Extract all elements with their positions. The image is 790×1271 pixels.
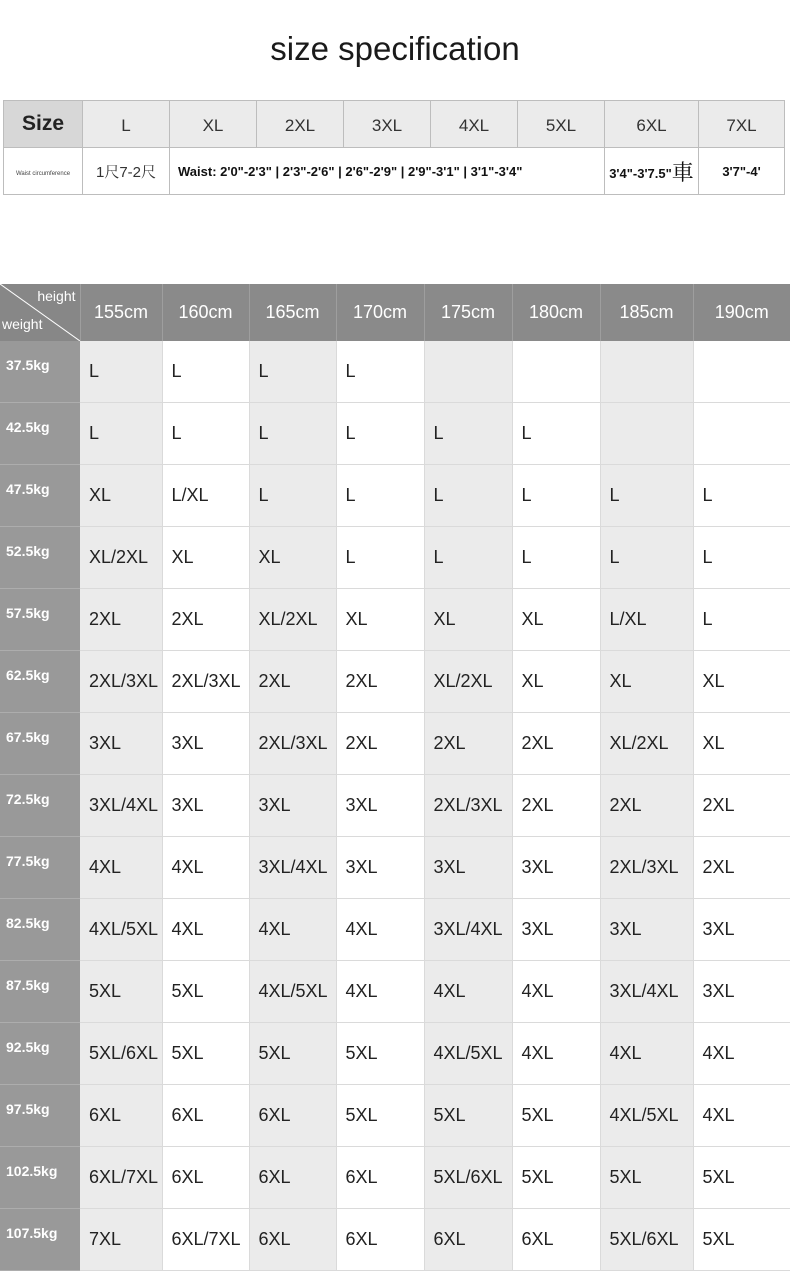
weight-label: 47.5kg [0, 465, 80, 527]
size-recommendation-cell: XL [600, 651, 693, 713]
size-recommendation-cell: 3XL [162, 775, 249, 837]
size-recommendation-cell: 5XL [512, 1147, 600, 1209]
size-recommendation-cell: 6XL [249, 1209, 336, 1271]
size-recommendation-cell: 6XL [336, 1209, 424, 1271]
size-recommendation-cell: L [424, 527, 512, 589]
size-cell: 4XL [431, 101, 518, 148]
size-recommendation-cell: XL [512, 651, 600, 713]
size-recommendation-cell: 3XL [600, 899, 693, 961]
size-recommendation-cell: L [600, 527, 693, 589]
size-row [4, 101, 785, 148]
height-header: 190cm [693, 284, 790, 341]
size-recommendation-cell: 5XL [162, 1023, 249, 1085]
size-recommendation-cell: 2XL [600, 775, 693, 837]
size-recommendation-cell: 2XL [512, 775, 600, 837]
size-recommendation-cell: 5XL [512, 1085, 600, 1147]
size-recommendation-cell: 5XL [336, 1085, 424, 1147]
size-recommendation-cell: 2XL/3XL [424, 775, 512, 837]
size-recommendation-cell: 4XL [336, 961, 424, 1023]
page-title: size specification [270, 30, 520, 67]
size-cell: 5XL [518, 101, 605, 148]
size-recommendation-cell: XL [512, 589, 600, 651]
corner-weight-label: weight [2, 316, 43, 332]
car-glyph: 車 [671, 159, 694, 185]
waist-label: Waist circumference [15, 171, 71, 177]
height-header: 180cm [512, 284, 600, 341]
size-recommendation-cell: L [512, 465, 600, 527]
size-recommendation-cell: 6XL [424, 1209, 512, 1271]
table-row [0, 589, 790, 651]
size-recommendation-cell: 4XL/5XL [600, 1085, 693, 1147]
size-recommendation-cell: 6XL [162, 1147, 249, 1209]
waist-cell-6xl [605, 148, 699, 195]
size-recommendation-cell: 3XL/4XL [80, 775, 162, 837]
size-recommendation-cell: 5XL [693, 1209, 790, 1271]
height-header: 160cm [162, 284, 249, 341]
size-recommendation-cell: L [512, 403, 600, 465]
size-recommendation-cell: 5XL [693, 1147, 790, 1209]
weight-label: 92.5kg [0, 1023, 80, 1085]
size-recommendation-cell: 3XL [336, 837, 424, 899]
weight-label: 67.5kg [0, 713, 80, 775]
waist-cell-l [83, 148, 170, 195]
size-recommendation-cell: 3XL/4XL [600, 961, 693, 1023]
size-recommendation-cell: XL/2XL [600, 713, 693, 775]
size-recommendation-cell: 6XL/7XL [80, 1147, 162, 1209]
size-recommendation-cell: 5XL/6XL [80, 1023, 162, 1085]
size-recommendation-cell: 3XL [512, 837, 600, 899]
size-recommendation-cell [600, 341, 693, 403]
size-recommendation-cell: XL [693, 651, 790, 713]
size-recommendation-cell: 5XL [249, 1023, 336, 1085]
size-cell: 2XL [257, 101, 344, 148]
size-recommendation-cell: L [424, 465, 512, 527]
weight-label: 102.5kg [0, 1147, 80, 1209]
size-recommendation-cell: L [162, 403, 249, 465]
size-recommendation-cell: 2XL [693, 837, 790, 899]
size-recommendation-cell: 3XL/4XL [424, 899, 512, 961]
size-recommendation-cell: XL [249, 527, 336, 589]
waist-value-l: 1尺7-2尺 [95, 163, 157, 181]
size-recommendation-cell: 5XL [424, 1085, 512, 1147]
size-recommendation-cell: 5XL [162, 961, 249, 1023]
size-recommendation-cell: L [249, 465, 336, 527]
size-recommendation-cell [600, 403, 693, 465]
size-recommendation-cell [512, 341, 600, 403]
size-recommendation-cell: L [336, 403, 424, 465]
size-recommendation-cell: 6XL [162, 1085, 249, 1147]
size-recommendation-cell: 2XL/3XL [80, 651, 162, 713]
height-header: 155cm [80, 284, 162, 341]
weight-label: 77.5kg [0, 837, 80, 899]
table-row [0, 837, 790, 899]
weight-label: 97.5kg [0, 1085, 80, 1147]
size-recommendation-cell: L [336, 527, 424, 589]
weight-label: 82.5kg [0, 899, 80, 961]
size-recommendation-cell: 4XL/5XL [80, 899, 162, 961]
weight-label: 62.5kg [0, 651, 80, 713]
size-recommendation-cell: XL [693, 713, 790, 775]
height-header: 170cm [336, 284, 424, 341]
size-recommendation-cell: L [80, 341, 162, 403]
size-cell: 6XL [605, 101, 699, 148]
size-recommendation-cell: 3XL [80, 713, 162, 775]
size-recommendation-cell: L [693, 527, 790, 589]
size-recommendation-cell: 2XL [424, 713, 512, 775]
size-recommendation-cell: 3XL [512, 899, 600, 961]
size-recommendation-cell: L [336, 465, 424, 527]
size-recommendation-cell: 3XL [336, 775, 424, 837]
size-recommendation-cell: 3XL [249, 775, 336, 837]
size-recommendation-cell: 2XL/3XL [162, 651, 249, 713]
size-recommendation-cell: 5XL [336, 1023, 424, 1085]
size-recommendation-cell: 6XL [512, 1209, 600, 1271]
size-recommendation-cell: 4XL [336, 899, 424, 961]
waist-values-cell: Waist: 2'0"-2'3" | 2'3"-2'6" | 2'6"-2'9" | 2'9"-3'1" | 3'1"-3'4" [170, 148, 605, 195]
size-waist-table [3, 100, 785, 195]
size-recommendation-cell [693, 341, 790, 403]
size-recommendation-cell: 5XL/6XL [424, 1147, 512, 1209]
size-recommendation-cell: 4XL/5XL [249, 961, 336, 1023]
size-recommendation-cell: 4XL [80, 837, 162, 899]
size-recommendation-cell: 7XL [80, 1209, 162, 1271]
corner-height-label: height [37, 288, 76, 304]
table-row [0, 1023, 790, 1085]
size-recommendation-cell: 3XL [424, 837, 512, 899]
size-recommendation-cell: 2XL [693, 775, 790, 837]
size-recommendation-cell: L [693, 465, 790, 527]
table-row [0, 713, 790, 775]
weight-label: 52.5kg [0, 527, 80, 589]
table-row [0, 1209, 790, 1271]
weight-label: 107.5kg [0, 1209, 80, 1271]
weight-label: 87.5kg [0, 961, 80, 1023]
table-row [0, 651, 790, 713]
size-recommendation-cell: XL/2XL [424, 651, 512, 713]
size-recommendation-cell: 3XL [693, 961, 790, 1023]
size-recommendation-cell: L [424, 403, 512, 465]
size-recommendation-cell: 2XL [512, 713, 600, 775]
size-cell: 7XL [699, 101, 785, 148]
table-row [0, 465, 790, 527]
size-recommendation-cell [693, 403, 790, 465]
size-recommendation-cell: L [162, 341, 249, 403]
size-recommendation-cell: 6XL [249, 1147, 336, 1209]
waist-value-6xl: 3'4"-3'7.5" [609, 165, 672, 181]
size-recommendation-cell: 4XL [162, 899, 249, 961]
size-recommendation-cell: L/XL [600, 589, 693, 651]
size-recommendation-cell: 5XL/6XL [600, 1209, 693, 1271]
size-recommendation-cell: 2XL [336, 713, 424, 775]
waist-label-cell [4, 148, 83, 195]
weight-label: 42.5kg [0, 403, 80, 465]
height-header: 175cm [424, 284, 512, 341]
size-recommendation-cell: XL [80, 465, 162, 527]
weight-label: 72.5kg [0, 775, 80, 837]
size-recommendation-cell: L [80, 403, 162, 465]
size-recommendation-cell: L [249, 341, 336, 403]
size-recommendation-cell: 4XL [424, 961, 512, 1023]
size-recommendation-cell: 2XL/3XL [249, 713, 336, 775]
weight-label: 37.5kg [0, 341, 80, 403]
size-recommendation-cell: 2XL [80, 589, 162, 651]
size-recommendation-cell [424, 341, 512, 403]
size-recommendation-cell: 2XL/3XL [600, 837, 693, 899]
corner-cell [0, 284, 80, 341]
size-recommendation-cell: L/XL [162, 465, 249, 527]
size-recommendation-cell: 6XL [249, 1085, 336, 1147]
size-recommendation-cell: 5XL [600, 1147, 693, 1209]
size-recommendation-cell: XL [424, 589, 512, 651]
size-cell: 3XL [344, 101, 431, 148]
size-cell: L [83, 101, 170, 148]
size-recommendation-cell: L [249, 403, 336, 465]
waist-row [4, 148, 785, 195]
waist-cell-7xl: 3'7"-4' [699, 148, 785, 195]
height-weight-chart [0, 284, 790, 1271]
size-recommendation-cell: 3XL [162, 713, 249, 775]
size-recommendation-cell: XL/2XL [249, 589, 336, 651]
height-header: 185cm [600, 284, 693, 341]
chart-body [0, 341, 790, 1271]
size-recommendation-cell: 5XL [80, 961, 162, 1023]
size-recommendation-cell: L [693, 589, 790, 651]
size-recommendation-cell: XL/2XL [80, 527, 162, 589]
size-recommendation-cell: 4XL [600, 1023, 693, 1085]
size-recommendation-cell: L [512, 527, 600, 589]
size-recommendation-cell: 6XL [336, 1147, 424, 1209]
table-row [0, 341, 790, 403]
size-recommendation-cell: 4XL/5XL [424, 1023, 512, 1085]
size-header-cell: Size [4, 101, 83, 148]
size-recommendation-cell: L [600, 465, 693, 527]
weight-label: 57.5kg [0, 589, 80, 651]
table-row [0, 1085, 790, 1147]
height-header-row [0, 284, 790, 341]
table-row [0, 775, 790, 837]
size-recommendation-cell: 3XL [693, 899, 790, 961]
size-recommendation-cell: XL [336, 589, 424, 651]
size-recommendation-cell: 4XL [249, 899, 336, 961]
size-recommendation-cell: 4XL [693, 1085, 790, 1147]
table-row [0, 899, 790, 961]
table-row [0, 961, 790, 1023]
size-recommendation-cell: 2XL [336, 651, 424, 713]
size-cell: XL [170, 101, 257, 148]
size-recommendation-cell: 4XL [162, 837, 249, 899]
table-row [0, 527, 790, 589]
size-recommendation-cell: 4XL [512, 1023, 600, 1085]
table-row [0, 1147, 790, 1209]
size-recommendation-cell: 4XL [512, 961, 600, 1023]
size-recommendation-cell: 6XL [80, 1085, 162, 1147]
size-recommendation-cell: 6XL/7XL [162, 1209, 249, 1271]
table-row [0, 403, 790, 465]
size-recommendation-cell: 2XL [249, 651, 336, 713]
size-recommendation-cell: XL [162, 527, 249, 589]
size-recommendation-cell: L [336, 341, 424, 403]
height-header: 165cm [249, 284, 336, 341]
size-recommendation-cell: 4XL [693, 1023, 790, 1085]
size-recommendation-cell: 2XL [162, 589, 249, 651]
size-recommendation-cell: 3XL/4XL [249, 837, 336, 899]
